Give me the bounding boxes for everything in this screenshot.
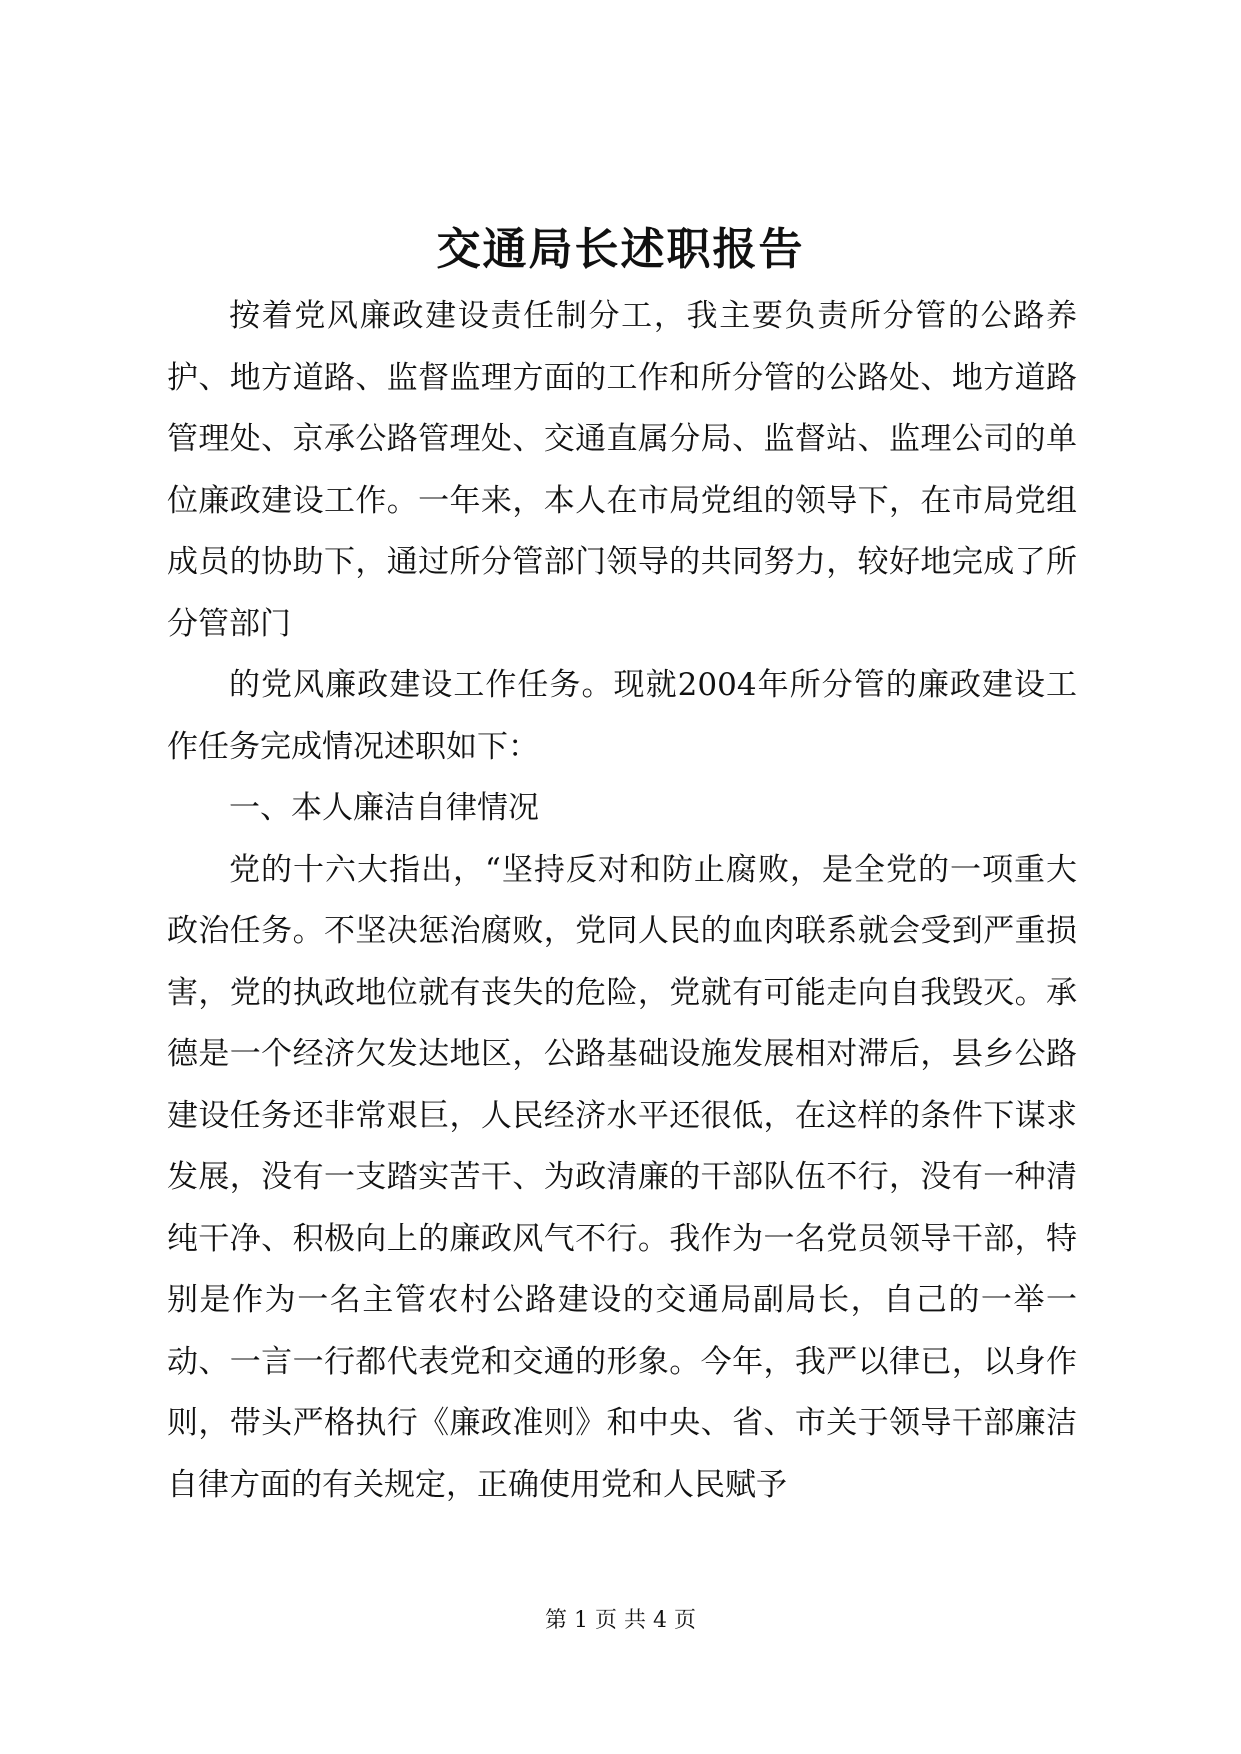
paragraph-section-1: 党的十六大指出，“坚持反对和防止腐败，是全党的一项重大政治任务。不坚决惩治腐败，党同人民的血肉联系就会受到严重损害，党的执政地位就有丧失的危险，党就有可能走向自我毁灭。承德是一个经济欠发达地区，公路基础设施发展相对滞后，县乡公路建设任务还非常艰巨，人民经济水平还很低，在这样的条件下谋求发展，没有一支踏实苦干、为政清廉的干部队伍不行，没有一种清纯干净、积极向上的廉政风气不行。我作为一名党员领导干部，特别是作为一名主管农村公路建设的交通局副局长，自己的一举一动、一言一行都代表党和交通的形象。今年，我严以律已，以身作则，带头严格执行《廉政准则》和中央、省、市关于领导干部廉洁自律方面的有关规定，正确使用党和人民赋予 xyxy=(167,851,1077,1503)
page-footer: 第 1 页 共 4 页 xyxy=(545,1608,696,1633)
paragraph-intro: 按着党风廉政建设责任制分工，我主要负责所分管的公路养护、地方道路、监督监理方面的工作和所分管的公路处、地方道路管理处、京承公路管理处、交通直属分局、监督站、监理公司的单位廉政建设工作。一年来，本人在市局党组的领导下，在市局党组成员的协助下，通过所分管部门领导的共同努力，较好地完成了所分管部门 xyxy=(167,298,1077,642)
paragraph-intro-continued: 的党风廉政建设工作任务。现就2004年所分管的廉政建设工作任务完成情况述职如下： xyxy=(167,667,1077,765)
document-body xyxy=(167,286,1077,1516)
section-heading-1: 一、本人廉洁自律情况 xyxy=(229,790,539,826)
document-title: 交通局长述职报告 xyxy=(436,224,805,275)
